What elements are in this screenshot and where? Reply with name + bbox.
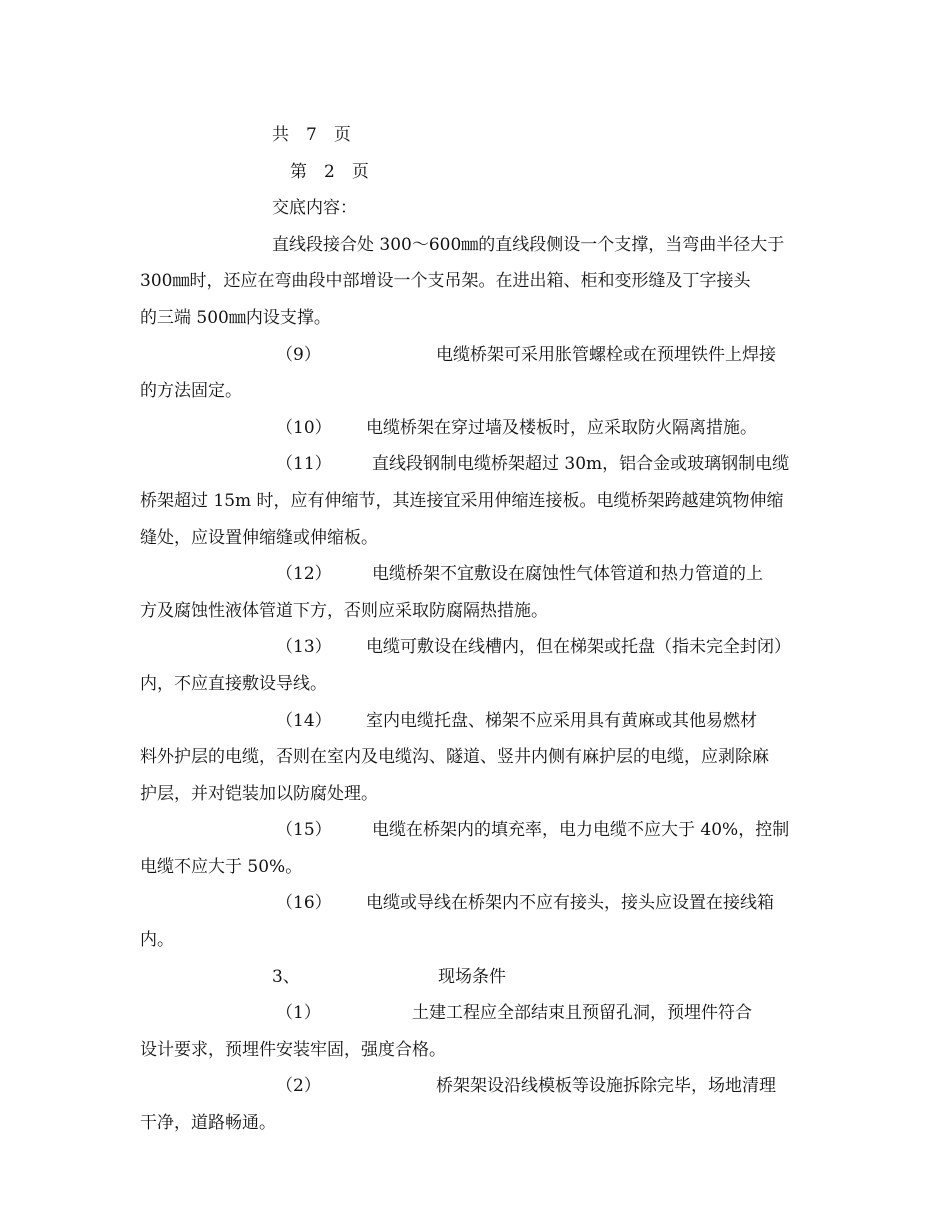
- list-item: [140, 556, 812, 629]
- item-text: 电缆可敷设在线槽内，但在梯架或托盘（指未完全封闭）: [366, 637, 791, 658]
- item-text: 电缆桥架可采用胀管螺栓或在预埋铁件上焊接: [436, 344, 776, 365]
- item-text: 电缆在桥架内的填充率，电力电缆不应大于 40%，控制: [372, 820, 790, 841]
- item-number: （1）: [276, 1003, 321, 1024]
- section-number: 3、: [272, 966, 300, 987]
- intro-paragraph: [140, 227, 812, 337]
- list-item: [140, 446, 812, 556]
- item-number: （10）: [276, 417, 332, 438]
- current-page: 第 2 页: [290, 161, 369, 182]
- item-text-continued: 的方法固定。: [140, 381, 242, 402]
- item-number: （11）: [276, 454, 332, 475]
- paragraph-line: 的三端 500㎜内设支撑。: [140, 307, 331, 328]
- item-text-continued: 方及腐蚀性液体管道下方，否则应采取防腐隔热措施。: [140, 600, 548, 621]
- paragraph-line: 300㎜时，还应在弯曲段中部增设一个支吊架。在进出箱、柜和变形缝及丁字接头: [140, 271, 751, 292]
- item-number: （13）: [276, 637, 332, 658]
- list-item: [140, 337, 812, 410]
- item-text-continued: 料外护层的电缆，否则在室内及电缆沟、隧道、竖井内侧有麻护层的电缆，应剥除麻: [140, 747, 769, 768]
- list-item: [140, 812, 812, 885]
- section-heading: [140, 959, 812, 996]
- list-item: [140, 629, 812, 702]
- list-item: [140, 1068, 812, 1141]
- item-text-continued: 干净，道路畅通。: [140, 1113, 276, 1134]
- item-text: 桥架架设沿线模板等设施拆除完毕，场地清理: [436, 1076, 776, 1097]
- item-number: （12）: [276, 564, 332, 585]
- item-number: （2）: [276, 1076, 321, 1097]
- item-number: （14）: [276, 710, 332, 731]
- item-text-continued: 护层，并对铠装加以防腐处理。: [140, 783, 378, 804]
- item-text-continued: 电缆不应大于 50%。: [140, 856, 303, 877]
- item-text: 电缆桥架不宜敷设在腐蚀性气体管道和热力管道的上: [372, 564, 763, 585]
- list-item: [140, 995, 812, 1068]
- item-text: 室内电缆托盘、梯架不应采用具有黄麻或其他易燃材: [366, 710, 757, 731]
- list-item: [140, 885, 812, 958]
- item-text: 直线段钢制电缆桥架超过 30m，铝合金或玻璃钢制电缆: [372, 454, 790, 475]
- item-number: （15）: [276, 820, 332, 841]
- list-item: [140, 410, 812, 447]
- item-text-continued: 内。: [140, 930, 174, 951]
- item-text-continued: 桥架超过 15m 时，应有伸缩节，其连接宜采用伸缩连接板。电缆桥架跨越建筑物伸缩: [140, 490, 784, 511]
- item-text-continued: 设计要求，预埋件安装牢固，强度合格。: [140, 1039, 446, 1060]
- item-number: （9）: [276, 344, 321, 365]
- item-text-continued: 内，不应直接敷设导线。: [140, 673, 327, 694]
- section-title: 现场条件: [438, 966, 506, 987]
- item-text: 电缆或导线在桥架内不应有接头，接头应设置在接线箱: [366, 893, 774, 914]
- paragraph-line: 直线段接合处 300～600㎜的直线段侧设一个支撑，当弯曲半径大于: [272, 234, 785, 255]
- list-item: [140, 703, 812, 813]
- item-number: （16）: [276, 893, 332, 914]
- item-text-continued: 缝处，应设置伸缩缝或伸缩板。: [140, 527, 378, 548]
- item-text: 电缆桥架在穿过墙及楼板时，应采取防火隔离措施。: [366, 417, 757, 438]
- item-text: 土建工程应全部结束且预留孔洞，预埋件符合: [412, 1003, 752, 1024]
- disclosure-label: 交底内容：: [272, 198, 357, 219]
- total-pages: 共 7 页: [272, 125, 351, 145]
